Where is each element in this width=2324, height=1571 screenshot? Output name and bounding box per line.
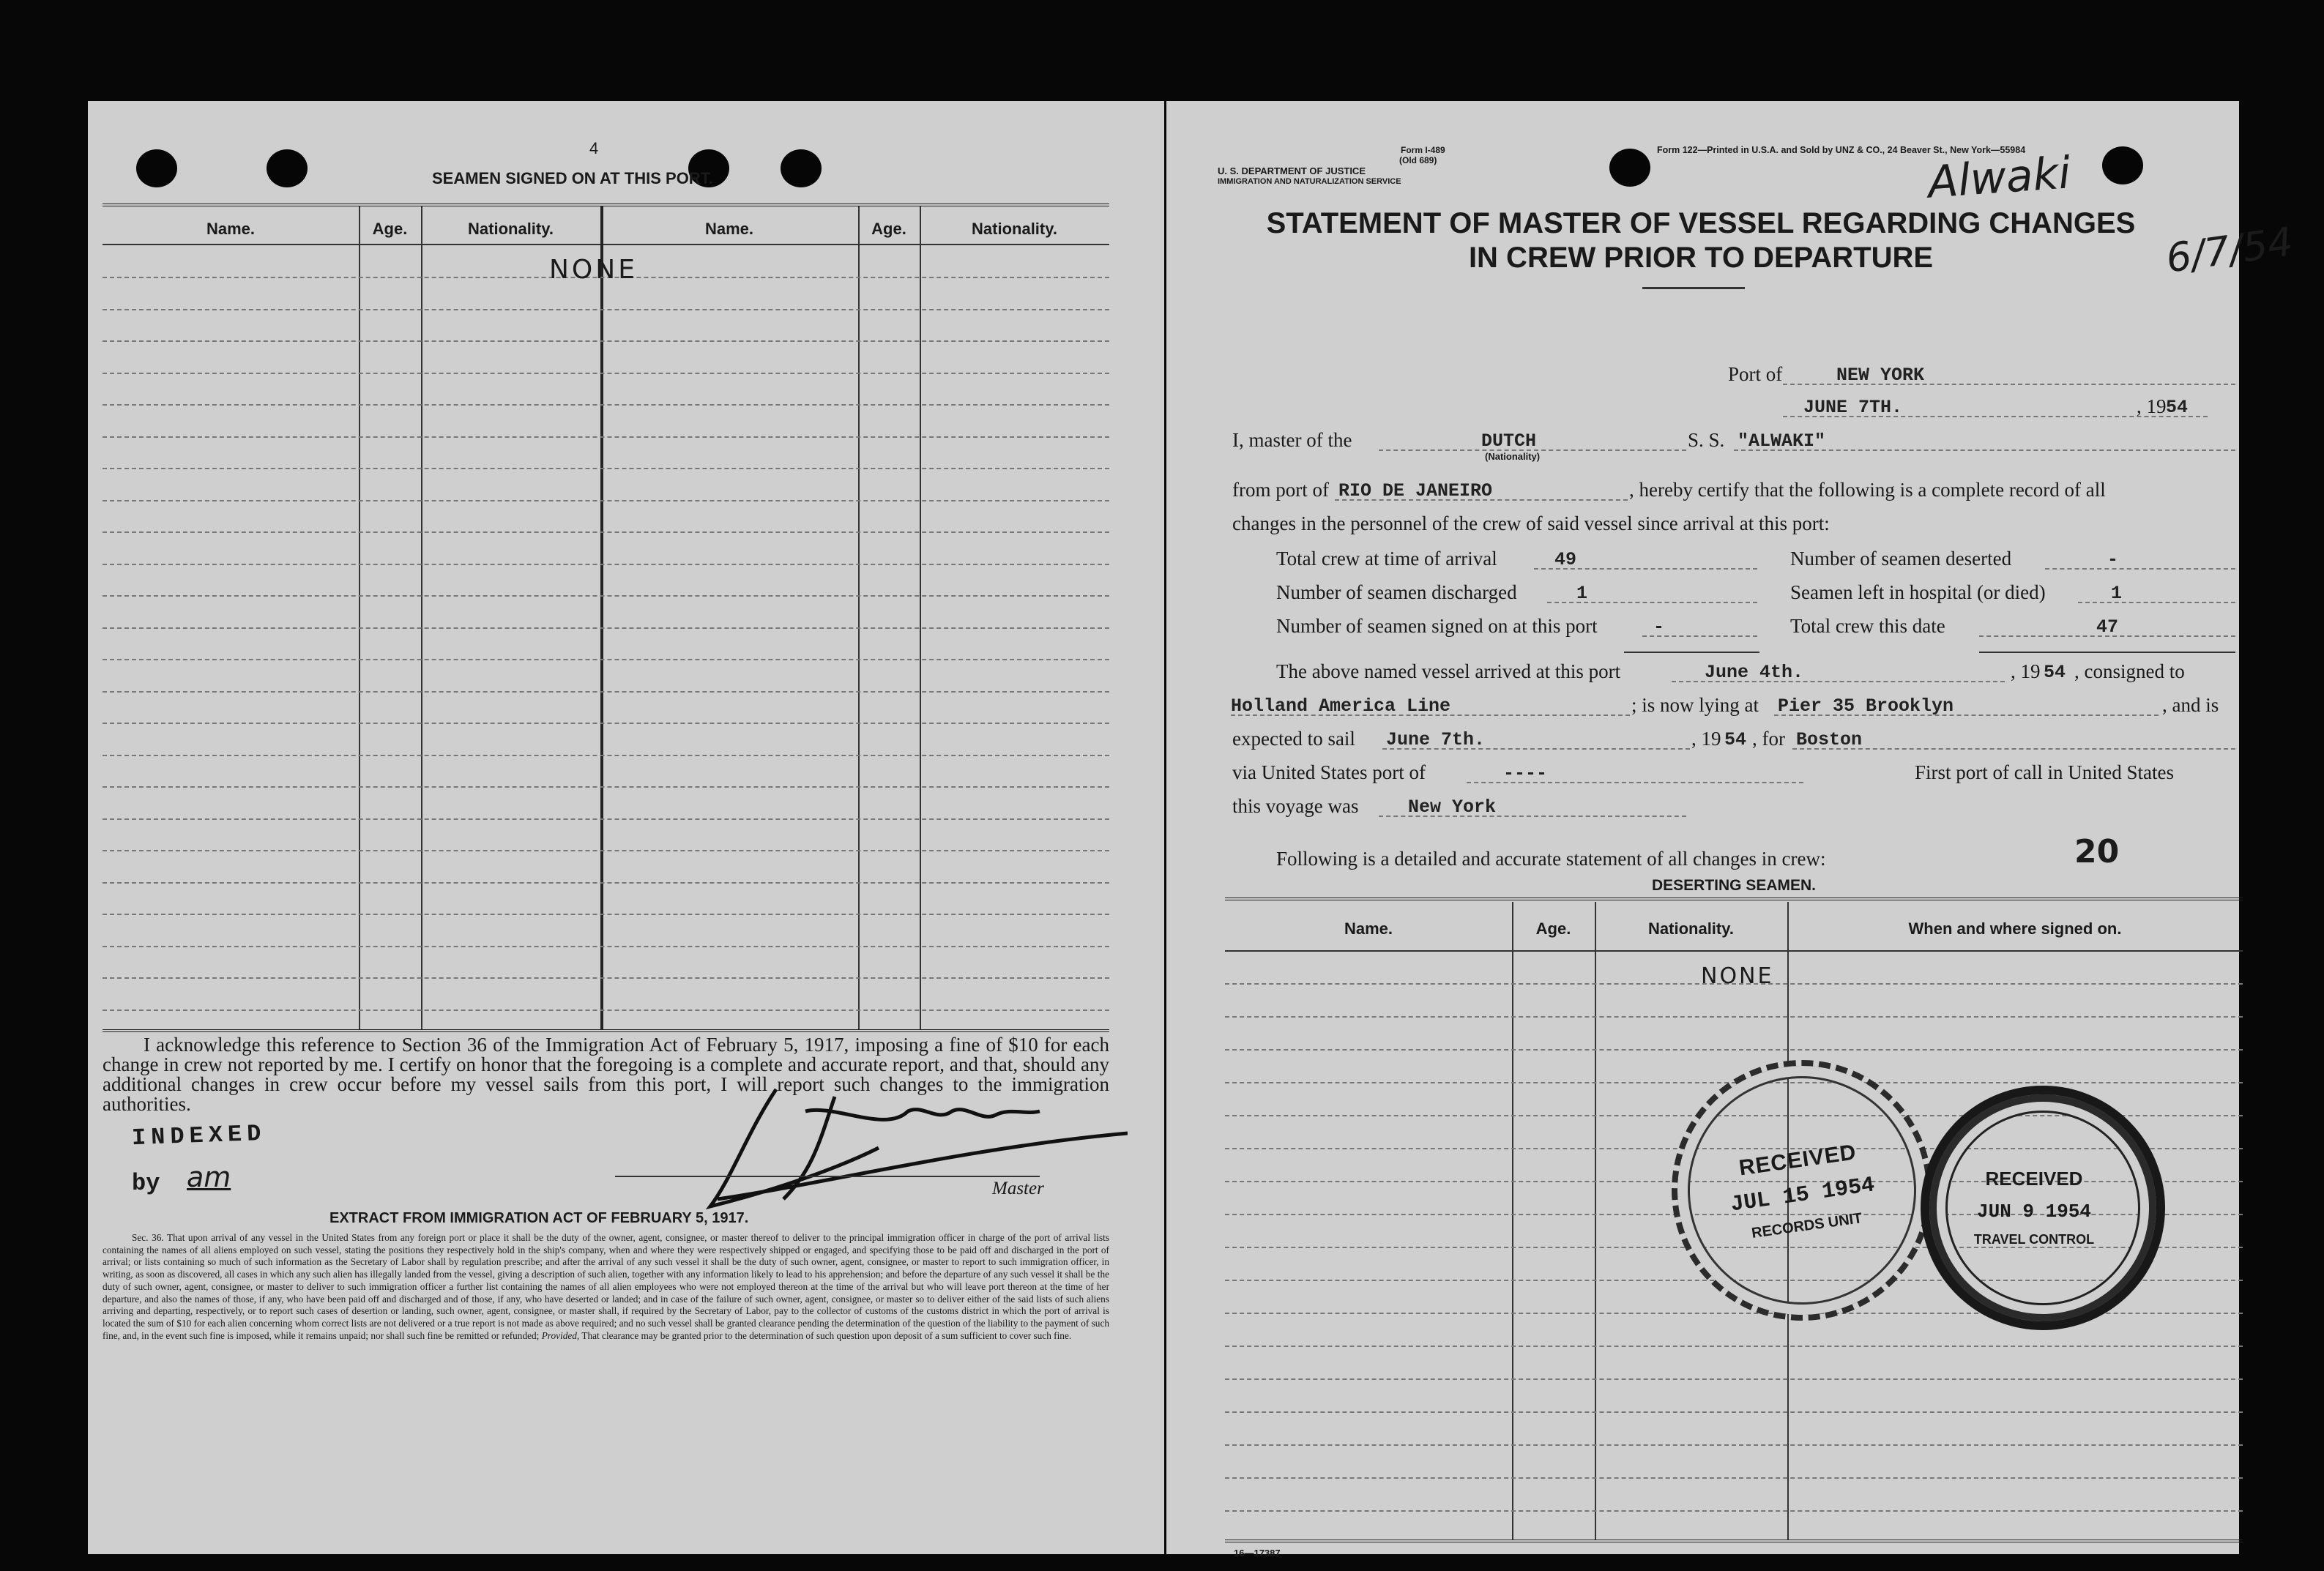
- table-row-rule: [103, 659, 1109, 660]
- nationality-caption: (Nationality): [1485, 451, 1541, 462]
- ship-value: "ALWAKI": [1738, 430, 1826, 452]
- table-row-rule: [103, 946, 1109, 947]
- title-underline: [1642, 287, 1745, 289]
- table-row-rule: [1225, 1049, 2243, 1051]
- column-header-age: Age.: [372, 220, 408, 238]
- consigned-year-value: 54: [2044, 662, 2066, 683]
- from-port-value: RIO DE JANEIRO: [1338, 480, 1493, 501]
- stamp-bottom: TRAVEL CONTROL: [1973, 1232, 2095, 1247]
- expected-value: June 7th.: [1386, 729, 1486, 750]
- table-row-rule: [1225, 1346, 2243, 1347]
- service: IMMIGRATION AND NATURALIZATION SERVICE: [1218, 177, 1401, 186]
- hospital-label: Seamen left in hospital (or died): [1790, 581, 2046, 603]
- lying-label: ; is now lying at: [1631, 694, 1759, 716]
- and-is-label: , and is: [2162, 694, 2219, 716]
- table-row-rule: [103, 468, 1109, 469]
- footer-code: 16—17387: [1234, 1548, 1281, 1559]
- section-body: That upon arrival of any vessel in the United States from any foreign port or place it shall be the duty of the owner, agent, consignee, or master thereof to deliver to the principal immigration officer in charge of the port of arrival lists containing the names of all aliens employed on such vessel, stating the positions they respectively hold in the ship's company, when and where they were respectively shipped or engaged, and specifying those to be paid off and discharged in the port of arrival; or lists containing so much of such information as the Secretary of Labor shall by regulation prescribe; and after the arrival of any such vessel it shall be the duty of such owner, agent, consignee, or master to report to such immigration officer, in writing, as soon as discovered, all cases in which any such alien has illegally landed from the vessel, giving a description of such alien, together with any information likely to lead to his apprehension; and before the departure of any such vessel it shall be the duty of such owner, agent, consignee, or master to deliver to such immigration officer a further list containing the names of all alien employees who were not employed thereon at the time of the arrival but who will leave port thereon at the time of her departure, and also the names of those, if any, who have been paid off and discharged and of those, if any, who have deserted or landed; and in case of the failure of such owner, agent, consignee, or master so to deliver either of the said lists of such aliens arriving and departing, respectively, or to report such cases of desertion or landing, such owner, agent, consignee, or master shall, if required by the Secretary of Labor, pay to the collector of customs of the customs district in which the port of arrival is located the sum of $10 for each alien concerning whom correct lists are not delivered or a true report is not made as above required; and no such vessel shall be granted clearance pending the determination of the question of the liability to the payment of such fine, and, in the event such fine is imposed, while it remains unpaid; nor shall such fine be remitted or refunded;: [103, 1232, 1110, 1341]
- table-row-rule: [103, 309, 1109, 310]
- provided-word: Provided,: [541, 1329, 580, 1341]
- indexed-stamp: INDEXED: [131, 1119, 267, 1152]
- provided-text: That clearance may be granted prior to the determination of such question upon deposit of a sum sufficient to cover such fine.: [581, 1329, 1072, 1341]
- table-row-rule: [103, 500, 1109, 501]
- handwritten-none: NONE: [549, 255, 638, 285]
- changes-text: changes in the personnel of the crew of said vessel since arrival at this port:: [1232, 512, 1830, 534]
- following-label: Following is a detailed and accurate statement of all changes in crew:: [1276, 848, 1826, 870]
- sail-year-value: 54: [1724, 729, 1747, 750]
- indexed-initials: am: [187, 1161, 231, 1193]
- deserting-title: DESERTING SEAMEN.: [1651, 877, 1817, 894]
- table-top-rule: [1225, 898, 2243, 900]
- column-header-name: Name.: [206, 220, 256, 238]
- right-page: [1166, 101, 2296, 1559]
- form-title-line1: STATEMENT OF MASTER OF VESSEL REGARDING CHANGES: [1266, 207, 2136, 239]
- table-row-rule: [103, 850, 1109, 851]
- hospital-line: [2078, 602, 2235, 603]
- port-label: Port of: [1728, 363, 1783, 385]
- acknowledgement-text: I acknowledge this reference to Section 36 of the Immigration Act of February 5, 1917, imposing a fine of $10 for each change in crew not reported by me. I certify on honor that the foregoing is a complete and accurate report, and that, should any additional changes in crew occur before my vessel sails from this port, I will report such changes to the immigration authorities.: [103, 1034, 1109, 1115]
- column-header-signed-on: When and where signed on.: [1908, 919, 2122, 938]
- deserted-value: -: [2107, 549, 2119, 570]
- table-row-rule: [103, 564, 1109, 565]
- lying-value: Pier 35 Brooklyn: [1778, 695, 1954, 717]
- signed-on-value: -: [1653, 616, 1665, 638]
- section-label: Sec. 36.: [132, 1232, 164, 1243]
- table-header-rule: [1225, 950, 2243, 952]
- table-row-rule: [103, 531, 1109, 533]
- punch-hole: [1624, 156, 1646, 178]
- page-number: 4: [589, 139, 599, 157]
- column-divider: [359, 206, 360, 1030]
- stamp-bottom: RECORDS UNIT: [1750, 1210, 1863, 1242]
- sum-rule: [1624, 652, 1759, 653]
- table-row-rule: [1225, 1477, 2243, 1479]
- table-row-rule: [103, 340, 1109, 342]
- discharged-value: 1: [1576, 583, 1588, 604]
- year-value: 54: [2166, 397, 2189, 418]
- column-divider: [421, 206, 422, 1030]
- table-row-rule: [1225, 1411, 2243, 1413]
- from-port-label: from port of: [1232, 479, 1329, 501]
- section-36-text: [103, 1232, 1109, 1342]
- master-of-label: I, master of the: [1232, 429, 1352, 451]
- consignee-value: Holland America Line: [1231, 695, 1451, 717]
- column-header-name: Name.: [704, 220, 754, 238]
- table-row-rule: [103, 1010, 1109, 1011]
- deserted-line: [2045, 568, 2235, 570]
- voyage-label: this voyage was: [1232, 795, 1359, 817]
- table-row-rule: [103, 914, 1109, 915]
- year-prefix: , 19: [2137, 395, 2167, 417]
- table-bottom-rule: [1225, 1540, 2243, 1542]
- handwritten-none: NONE: [1701, 963, 1774, 989]
- table-row-rule: [1225, 1510, 2243, 1512]
- table-row-rule: [103, 977, 1109, 979]
- signature-line: [615, 1176, 1040, 1177]
- discharged-label: Number of seamen discharged: [1276, 581, 1517, 603]
- ss-label: S. S.: [1688, 429, 1725, 451]
- table-row-rule: [1225, 1444, 2243, 1446]
- arrived-label: The above named vessel arrived at this port: [1276, 660, 1621, 682]
- table-row-rule: [103, 786, 1109, 788]
- column-header-age: Age.: [871, 220, 906, 238]
- table-row-rule: [103, 723, 1109, 724]
- punch-hole: [2102, 146, 2143, 184]
- for-value: Boston: [1796, 729, 1863, 750]
- total-arrival-value: 49: [1554, 549, 1577, 570]
- consigned-to-label: , consigned to: [2074, 660, 2185, 682]
- for-label: , for: [1752, 728, 1785, 750]
- column-divider: [858, 206, 860, 1030]
- signed-on-label: Number of seamen signed on at this port: [1276, 615, 1598, 637]
- table-row-rule: [103, 404, 1109, 406]
- arrived-value: June 4th.: [1705, 662, 1804, 683]
- handwritten-date: 6/7/54: [2163, 218, 2296, 282]
- extract-title: EXTRACT FROM IMMIGRATION ACT OF FEBRUARY 5, 1917.: [329, 1210, 749, 1226]
- nationality-value: DUTCH: [1481, 430, 1537, 452]
- table-row-rule: [1225, 1016, 2243, 1018]
- form-title-line2: IN CREW PRIOR TO DEPARTURE: [1468, 242, 1934, 274]
- table-row-rule: [103, 627, 1109, 629]
- left-page: [88, 101, 1164, 1554]
- form-old-number: (Old 689): [1399, 155, 1437, 165]
- total-date-label: Total crew this date: [1790, 615, 1945, 637]
- received-stamp-records: [1655, 1043, 1949, 1337]
- date-value: JUNE 7TH.: [1803, 397, 1903, 418]
- stamp-date: JUN 9 1954: [1976, 1201, 2092, 1223]
- sail-year-prefix: , 19: [1691, 728, 1721, 750]
- voyage-value: New York: [1408, 796, 1497, 818]
- received-stamp-travel-control: [1921, 1086, 2165, 1330]
- column-header-nationality: Nationality.: [1648, 919, 1734, 938]
- column-divider: [600, 206, 603, 1030]
- stamp-top: RECEIVED: [1985, 1168, 2083, 1190]
- form-number: Form I-489: [1401, 145, 1445, 155]
- table-row-rule: [103, 755, 1109, 756]
- table-header-rule: [103, 244, 1109, 245]
- handwritten-ship-name: Alwaki: [1926, 147, 2073, 209]
- deserted-label: Number of seamen deserted: [1790, 548, 2012, 570]
- total-arrival-label: Total crew at time of arrival: [1276, 548, 1497, 570]
- punch-hole: [267, 149, 308, 187]
- port-value: NEW YORK: [1836, 365, 1925, 386]
- punch-hole: [136, 149, 177, 187]
- department: U. S. DEPARTMENT OF JUSTICE: [1218, 165, 1366, 176]
- table-row-rule: [103, 436, 1109, 438]
- total-date-value: 47: [2096, 616, 2119, 638]
- table-row-rule: [103, 373, 1109, 374]
- master-label: Master: [992, 1179, 1044, 1198]
- indexed-by-label: by: [132, 1170, 160, 1197]
- column-header-age: Age.: [1535, 919, 1571, 938]
- expected-label: expected to sail: [1232, 728, 1355, 750]
- table-row-rule: [103, 691, 1109, 693]
- certify-text: , hereby certify that the following is a complete record of all: [1629, 479, 2106, 501]
- section-title: SEAMEN SIGNED ON AT THIS PORT.: [432, 169, 713, 187]
- first-port-label: First port of call in United States: [1915, 761, 2174, 783]
- stamp-date: JUL 15 1954: [1729, 1173, 1877, 1218]
- via-label: via United States port of: [1232, 761, 1426, 783]
- handwritten-count: 20: [2074, 833, 2120, 870]
- table-top-rule: [103, 204, 1109, 206]
- table-row-rule: [103, 818, 1109, 820]
- punch-hole: [781, 149, 822, 187]
- sum-rule: [1979, 652, 2235, 653]
- printer-note: Form 122—Printed in U.S.A. and Sold by UNZ & CO., 24 Beaver St., New York—55984: [1657, 145, 2026, 155]
- consigned-year-prefix: , 19: [2011, 660, 2041, 682]
- stamp-top: RECEIVED: [1738, 1140, 1858, 1181]
- column-header-name: Name.: [1344, 919, 1393, 938]
- table-row-rule: [103, 882, 1109, 884]
- column-header-nationality: Nationality.: [468, 220, 554, 238]
- via-value: ----: [1503, 763, 1548, 784]
- column-header-nationality: Nationality.: [972, 220, 1057, 238]
- table-row-rule: [1225, 1378, 2243, 1380]
- column-divider: [920, 206, 921, 1030]
- table-row-rule: [103, 595, 1109, 597]
- hospital-value: 1: [2111, 583, 2123, 604]
